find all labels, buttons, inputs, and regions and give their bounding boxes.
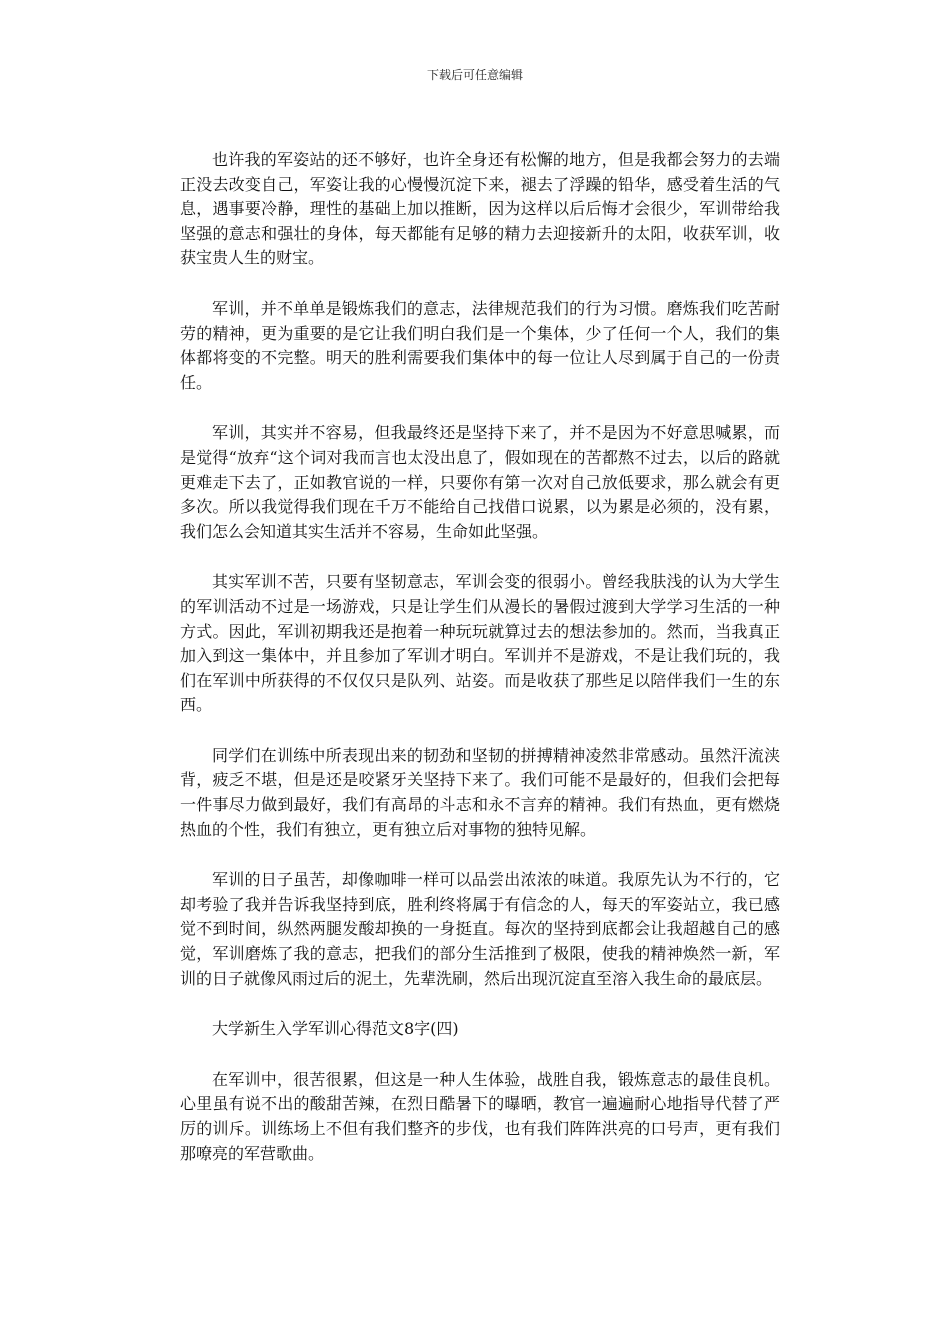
paragraph-5: 同学们在训练中所表现出来的韧劲和坚韧的拼搏精神凌然非常感动。虽然汗流浃背，疲乏不堪，但是还是咬紧牙关坚持下来了。我们可能不是最好的，但我们会把每一件事尽力做到最好，我们有高昂的斗志和永不言弃的精神。我们有热血，更有燃烧热血的个性，我们有独立，更有独立后对事物的独特见解。 — [180, 745, 780, 839]
section-heading: 大学新生入学军训心得范文8字(四) — [212, 1019, 459, 1039]
paragraph-1: 也许我的军姿站的还不够好，也许全身还有松懈的地方，但是我都会努力的去端正没去改变自己，军姿让我的心慢慢沉淀下来，褪去了浮躁的铅华，感受着生活的气息，遇事要冷静，理性的基础上加以推断，因为这样以后后悔才会很少，军训带给我坚强的意志和强壮的身体，每天都能有足够的精力去迎接新升的太阳，收获军训，收获宝贵人生的财宝。 — [180, 150, 780, 268]
document-body — [180, 148, 780, 1192]
paragraph-3: 军训，其实并不容易，但我最终还是坚持下来了，并不是因为不好意思喊累，而是觉得“放弃“这个词对我而言也太没出息了，假如现在的苦都熬不过去，以后的路就更难走下去了，正如教官说的一样，只要你有第一次对自己放低要求，那么就会有更多次。所以我觉得我们现在千万不能给自己找借口说累，以为累是必须的，没有累，我们怎么会知道其实生活并不容易，生命如此坚强。 — [180, 423, 780, 541]
paragraph-2: 军训，并不单单是锻炼我们的意志，法律规范我们的行为习惯。磨炼我们吃苦耐劳的精神，更为重要的是它让我们明白我们是一个集体，少了任何一个人，我们的集体都将变的不完整。明天的胜利需要我们集体中的每一位让人尽到属于自己的一份责任。 — [180, 298, 780, 392]
page-header: 下载后可任意编辑 — [426, 68, 523, 82]
paragraph-6: 军训的日子虽苦，却像咖啡一样可以品尝出浓浓的味道。我原先认为不行的，它却考验了我并告诉我坚持到底，胜利终将属于有信念的人，每天的军姿站立，我已感觉不到时间，纵然两腿发酸却换的一身挺直。每次的坚持到底都会让我超越自己的感觉，军训磨炼了我的意志，把我们的部分生活推到了极限，使我的精神焕然一新，军训的日子就像风雨过后的泥土，先辈洗刷，然后出现沉淀直至溶入我生命的最底层。 — [180, 870, 780, 988]
paragraph-4: 其实军训不苦，只要有坚韧意志，军训会变的很弱小。曾经我肤浅的认为大学生的军训活动不过是一场游戏，只是让学生们从漫长的暑假过渡到大学学习生活的一种方式。因此，军训初期我还是抱着一种玩玩就算过去的想法参加的。然而，当我真正加入到这一集体中，并且参加了军训才明白。军训并不是游戏，不是让我们玩的，我们在军训中所获得的不仅仅只是队列、站姿。而是收获了那些足以陪伴我们一生的东西。 — [180, 572, 780, 715]
paragraph-7: 在军训中，很苦很累，但这是一种人生体验，战胜自我，锻炼意志的最佳良机。心里虽有说不出的酸甜苦辣，在烈日酷暑下的曝晒，教官一遍遍耐心地指导代替了严厉的训斥。训练场上不但有我们整齐的步伐，也有我们阵阵洪亮的口号声，更有我们那嘹亮的军营歌曲。 — [180, 1069, 780, 1163]
